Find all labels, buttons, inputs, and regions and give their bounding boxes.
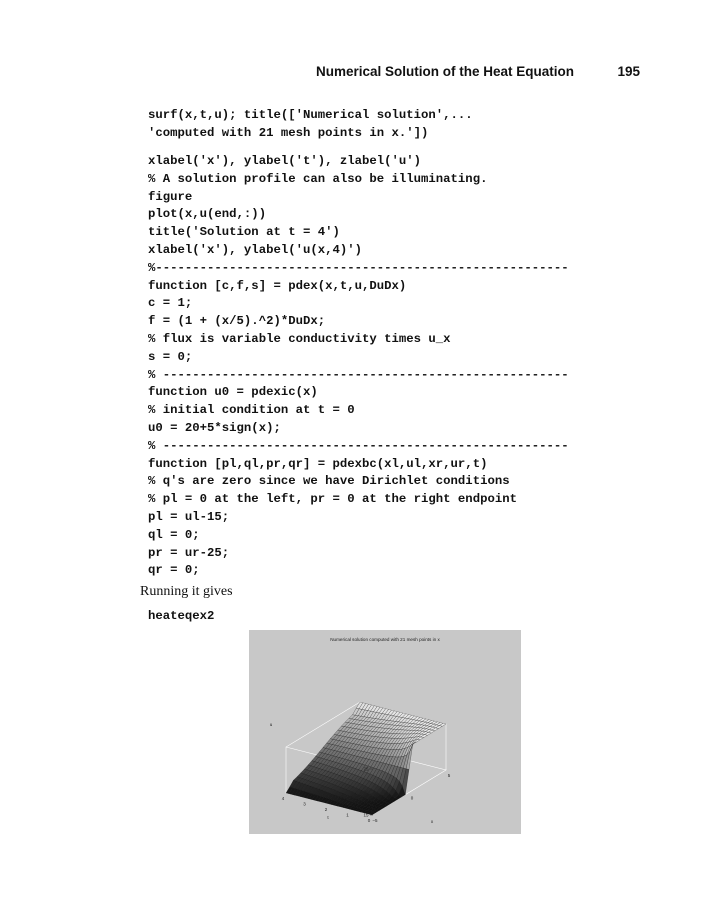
code-line: % initial condition at t = 0 <box>148 403 355 418</box>
t-axis-label: t <box>327 815 329 820</box>
running-head <box>0 64 702 82</box>
body-text: Running it gives <box>140 584 233 599</box>
code-line: c = 1; <box>148 296 193 311</box>
code-line: pr = ur-25; <box>148 545 230 560</box>
t-tick-label: 1 <box>346 812 349 818</box>
code-line: % q's are zero since we have Dirichlet conditions <box>148 474 510 489</box>
z-tick-label: 25 <box>363 766 369 772</box>
code-line: qr = 0; <box>148 563 200 578</box>
code-line: u0 = 20+5*sign(x); <box>148 420 281 435</box>
code-line: ql = 0; <box>148 527 200 542</box>
code-line: plot(x,u(end,:)) <box>148 207 267 222</box>
surface-plot <box>249 630 521 834</box>
t-tick-label: 0 <box>367 818 371 823</box>
t-tick-label: 2 <box>324 807 328 812</box>
code-line: % ------------------------------------------------------- <box>148 438 569 453</box>
figure-title: Numerical solution computed with 21 mesh points in x <box>330 637 440 642</box>
code-listing-main <box>148 153 569 580</box>
code-line: title('Solution at t = 4') <box>148 225 340 240</box>
code-line: figure <box>148 189 193 204</box>
code-line: pl = ul-15; <box>148 509 230 524</box>
code-line: % A solution profile can also be illuminating. <box>148 171 488 186</box>
page-number: 195 <box>617 64 640 79</box>
x-axis-label: x <box>430 819 434 824</box>
z-axis-label: u <box>269 722 273 727</box>
code-line: function [c,f,s] = pdex(x,t,u,DuDx) <box>148 278 407 293</box>
code-line: f = (1 + (x/5).^2)*DuDx; <box>148 314 326 329</box>
command-line: heateqex2 <box>148 609 215 623</box>
surface-plot-figure <box>249 630 521 834</box>
x-tick-label: −5 <box>372 818 378 823</box>
t-tick-label: 4 <box>281 796 285 801</box>
code-line: % pl = 0 at the left, pr = 0 at the right endpoint <box>148 492 517 507</box>
code-line: % ------------------------------------------------------- <box>148 367 569 382</box>
code-line: function [pl,ql,pr,qr] = pdexbc(xl,ul,xr,ur,t) <box>148 456 488 471</box>
code-line: % flux is variable conductivity times u_x <box>148 331 451 346</box>
code-line: surf(x,t,u); title(['Numerical solution',... <box>148 108 473 122</box>
x-tick-label: 5 <box>447 773 451 778</box>
code-line: function u0 = pdexic(x) <box>148 385 318 400</box>
code-line: s = 0; <box>148 349 193 364</box>
code-line: %-------------------------------------------------------- <box>148 260 569 275</box>
code-listing-top <box>148 107 473 143</box>
code-line: xlabel('x'), ylabel('t'), zlabel('u') <box>148 154 422 168</box>
t-tick-label: 3 <box>303 801 306 807</box>
z-tick-label: 20 <box>363 789 369 795</box>
x-tick-label: 0 <box>410 795 414 801</box>
running-head-title: Numerical Solution of the Heat Equation <box>315 64 574 79</box>
z-tick-label: 15 <box>363 812 369 818</box>
code-line: 'computed with 21 mesh points in x.']) <box>148 125 429 140</box>
code-line: xlabel('x'), ylabel('u(x,4)') <box>148 242 363 257</box>
